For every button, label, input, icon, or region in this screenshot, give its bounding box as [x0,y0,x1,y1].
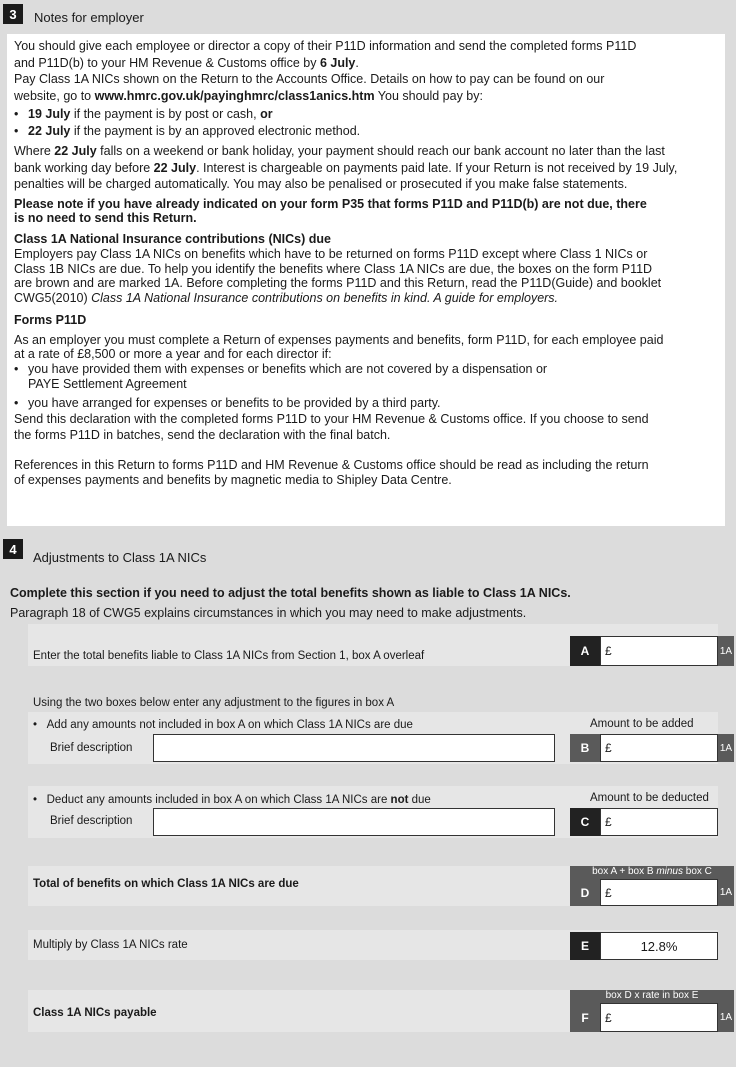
class-1a-payable-label: Class 1A NICs payable [33,1007,157,1019]
forms-p11d-heading: Forms P11D [14,313,87,327]
p35-note: Please note if you have already indicated on your form P35 that forms P11D and P11D(b) are not due, there is no need to send this Return. [14,196,647,225]
box-b-1a-tag: 1A [718,734,734,762]
box-d-amount-field[interactable]: £ [600,879,718,906]
payment-bullet-post: • 19 July if the payment is by post or cash, or [14,106,725,123]
box-f-1a-tag: 1A [718,1003,734,1032]
payment-bullet-electronic: • 22 July if the payment is by an approved electronic method. [14,123,725,140]
box-a-letter: A [570,636,600,666]
p11d-bullet-third-party: • you have arranged for expenses or benefits to be provided by a third party. [14,396,725,411]
section-4-intro: Paragraph 18 of CWG5 explains circumstances in which you may need to make adjustments. [10,606,527,620]
brief-description-input-c[interactable] [153,808,555,836]
adjustment-instruction: Using the two boxes below enter any adjustment to the figures in box A [33,697,395,709]
row-a-label: Enter the total benefits liable to Class 1A NICs from Section 1, box A overleaf [33,650,425,662]
section-3-notes: You should give each employee or director a copy of their P11D information and send the completed forms P11D and P11D(b) to your HM Revenue & Customs office by 6 July. Pay Class 1A NICs shown on the Return to the Accounts Office. Details on how to pay can be found on our website, go to www.hmrc.gov.uk/payinghmrc/class1anics.htm You should pay by: • 19 July if the payment is by post or cash, or • 22 July if the payment is by an approved electronic method. Where 22 July falls on a weekend or bank holiday, your payment should reach our bank account no later than the last bank working day before 22 July. Interest is chargeable on payments paid late. If your Return is not received by 19 July, penalties will be charged automatically. You may also be penalised or prosecuted if you make false statements. Please note if you have already indicated on your form P35 that forms P11D and P11D(b) are not due, there is no need to send this Return. Class 1A National Insurance contributions (NICs) due Employers pay Class 1A NICs on benefits which have to be returned on forms P11D except where Class 1 NICs or Class 1B NICs are due. To help you identify the benefits where Class 1A NICs are due, the boxes on the form P11D are brown and are marked 1A. Before completing the forms P11D and this Return, read the P11D(Guide) and booklet CWG5(2010) Class 1A National Insurance contributions on benefits in kind. A guide for employers. Forms P11D As an employer you must complete a Return of expenses payments and benefits, form P11D, for each employee paid at a rate of £8,500 or more a year and for each director if: • you have provided them with expenses or benefits which are not covered by a dispensation or PAYE Settlement Agreement • you have arranged for expenses or benefits to be provided by a third party. Send this declaration with the completed forms P11D to your HM Revenue & Customs office. If you choose to send the forms P11D in batches, send the declaration with the final batch. References in this Return to forms P11D and HM Revenue & Customs office should be read as including the return of expenses payments and benefits by magnetic media to Shipley Data Centre. [7,34,725,526]
brief-description-label-c: Brief description [50,815,133,827]
box-b-letter: B [570,734,600,762]
box-b-amount-field[interactable]: £ [600,734,718,762]
section-4-intro-bold: Complete this section if you need to adjust the total benefits shown as liable to Class 1A NICs. [10,586,571,600]
section-3-title: Notes for employer [34,10,144,25]
amount-to-be-deducted-label: Amount to be deducted [590,792,709,804]
deduct-amounts-label: • Deduct any amounts included in box A on which Class 1A NICs are not due [33,794,431,806]
box-d-header: box A + box B minus box C [570,866,734,879]
p11d-bullet-expenses: • you have provided them with expenses or benefits which are not covered by a dispensation or PAYE Settlement Agreement [14,362,725,392]
box-c-amount-field[interactable]: £ [600,808,718,836]
box-a-1a-tag: 1A [718,636,734,666]
box-f-header: box D x rate in box E [570,990,734,1003]
class1a-heading: Class 1A National Insurance contributions (NICs) due [14,231,331,246]
box-e-rate-field: 12.8% [600,932,718,960]
brief-description-input-b[interactable] [153,734,555,762]
section-4-number: 4 [3,539,23,559]
section-4-title: Adjustments to Class 1A NICs [33,550,207,565]
box-d-letter: D [570,879,600,906]
box-a-amount-field[interactable]: £ [600,636,718,666]
box-f-letter: F [570,1003,600,1032]
section-3-number: 3 [3,4,23,24]
amount-to-be-added-label: Amount to be added [590,718,694,730]
box-c-letter: C [570,808,600,836]
box-e-letter: E [570,932,600,960]
brief-description-label-b: Brief description [50,742,133,754]
box-f-amount-field[interactable]: £ [600,1003,718,1032]
multiply-rate-label: Multiply by Class 1A NICs rate [33,939,188,951]
total-benefits-label: Total of benefits on which Class 1A NICs are due [33,878,299,890]
box-d-1a-tag: 1A [718,879,734,906]
add-amounts-label: • Add any amounts not included in box A on which Class 1A NICs are due [33,719,413,731]
